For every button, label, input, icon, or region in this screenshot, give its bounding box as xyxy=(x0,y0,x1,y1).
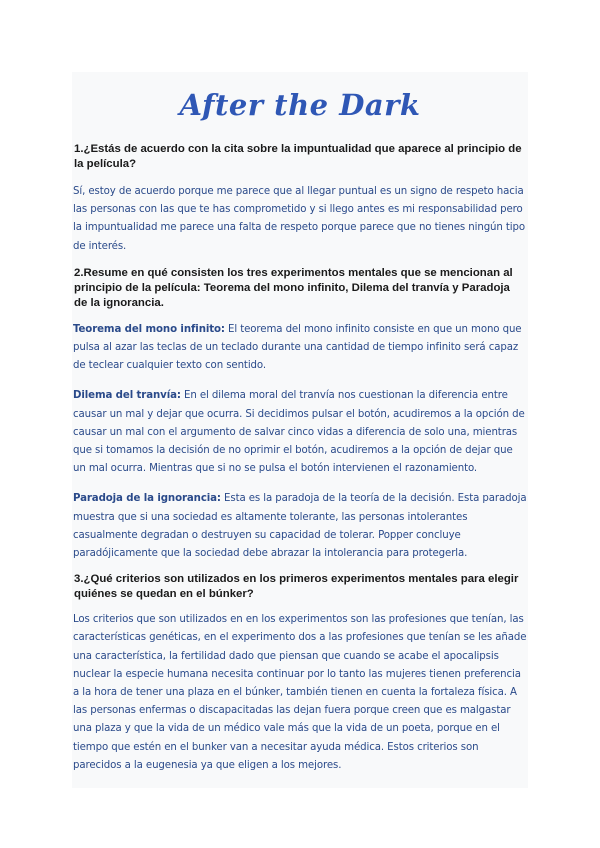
question-2: 2.Resume en qué consisten los tres experimentos mentales que se mencionan al principio de la película: Teorema del mono infinito, Dilema del tranvía y Paradoja de la ignorancia. xyxy=(74,266,513,309)
answer-2-trolley xyxy=(72,387,528,478)
text-infinite-monkey: El teorema del mono infinito consiste en que un mono que pulsa al azar las teclas de un teclado durante una cantidad de tiempo infinito será capaz de teclear cualquier texto con sentido. xyxy=(73,323,522,372)
answer-2-ignorance xyxy=(72,490,528,563)
question-1: 1.¿Estás de acuerdo con la cita sobre la impuntualidad que aparece al principio de la película? xyxy=(74,143,522,170)
answer-1: Sí, estoy de acuerdo porque me parece que al llegar puntual es un signo de respeto hacia las personas con las que te has comprometido y si llego antes es mi responsabilidad pero la impuntualidad me parece una falta de respeto porque parece que no tienes ningún tipo de interés. xyxy=(73,186,526,252)
document-page xyxy=(72,72,528,788)
answer-3: Los criterios que son utilizados en en los experimentos son las profesiones que tenían, las características genéticas, en el experimento dos a las profesiones que tenían se les añade una característica, la fertilidad dado que piensan que cuando se acabe el apocalipsis nuclear la especie humana necesita continuar por lo tanto las mujeres tienen preferencia a la hora de tener una plaza en el búnker, también tienen en cuenta la fortaleza física. A las personas enfermas o discapacitadas las dejan fuera porque creen que es malgastar una plaza y que la vida de un médico vale más que la vida de un poeta, porque en el tiempo que estén en el bunker van a necesitar ayuda médica. Estos criterios son parecidos a la eugenesia ya que eligen a los mejores. xyxy=(73,614,527,771)
question-3: 3.¿Qué criterios son utilizados en los primeros experimentos mentales para elegir quiénes se quedan en el búnker? xyxy=(74,573,519,601)
document-content xyxy=(72,72,528,775)
answer-2-infinite-monkey xyxy=(72,321,528,376)
text-ignorance: Esta es la paradoja de la teoría de la decisión. Esta paradoja muestra que si una sociedad es altamente tolerante, las personas intolerantes casualmente degradan o destruyen su capacidad de tolerar. Popper concluye paradójicamente que la sociedad debe abrazar la intolerancia para protegerla. xyxy=(73,493,527,560)
document-title: After the Dark xyxy=(179,88,421,122)
term-infinite-monkey: Teorema del mono infinito: xyxy=(73,323,225,335)
term-trolley: Dilema del tranvía: xyxy=(73,390,181,402)
term-ignorance: Paradoja de la ignorancia: xyxy=(73,493,221,505)
text-trolley: En el dilema moral del tranvía nos cuestionan la diferencia entre causar un mal y dejar que ocurra. Si decidimos pulsar el botón, acudiremos a la opción de causar un mal con el argumento de salvar cinco vidas a diferencia de solo una, mientras que si tomamos la decisión de no oprimir el botón, acudiremos a la opción de dejar que un mal ocurra. Mientras que si no se pulsa el botón intervienen el razonamiento. xyxy=(73,390,525,475)
